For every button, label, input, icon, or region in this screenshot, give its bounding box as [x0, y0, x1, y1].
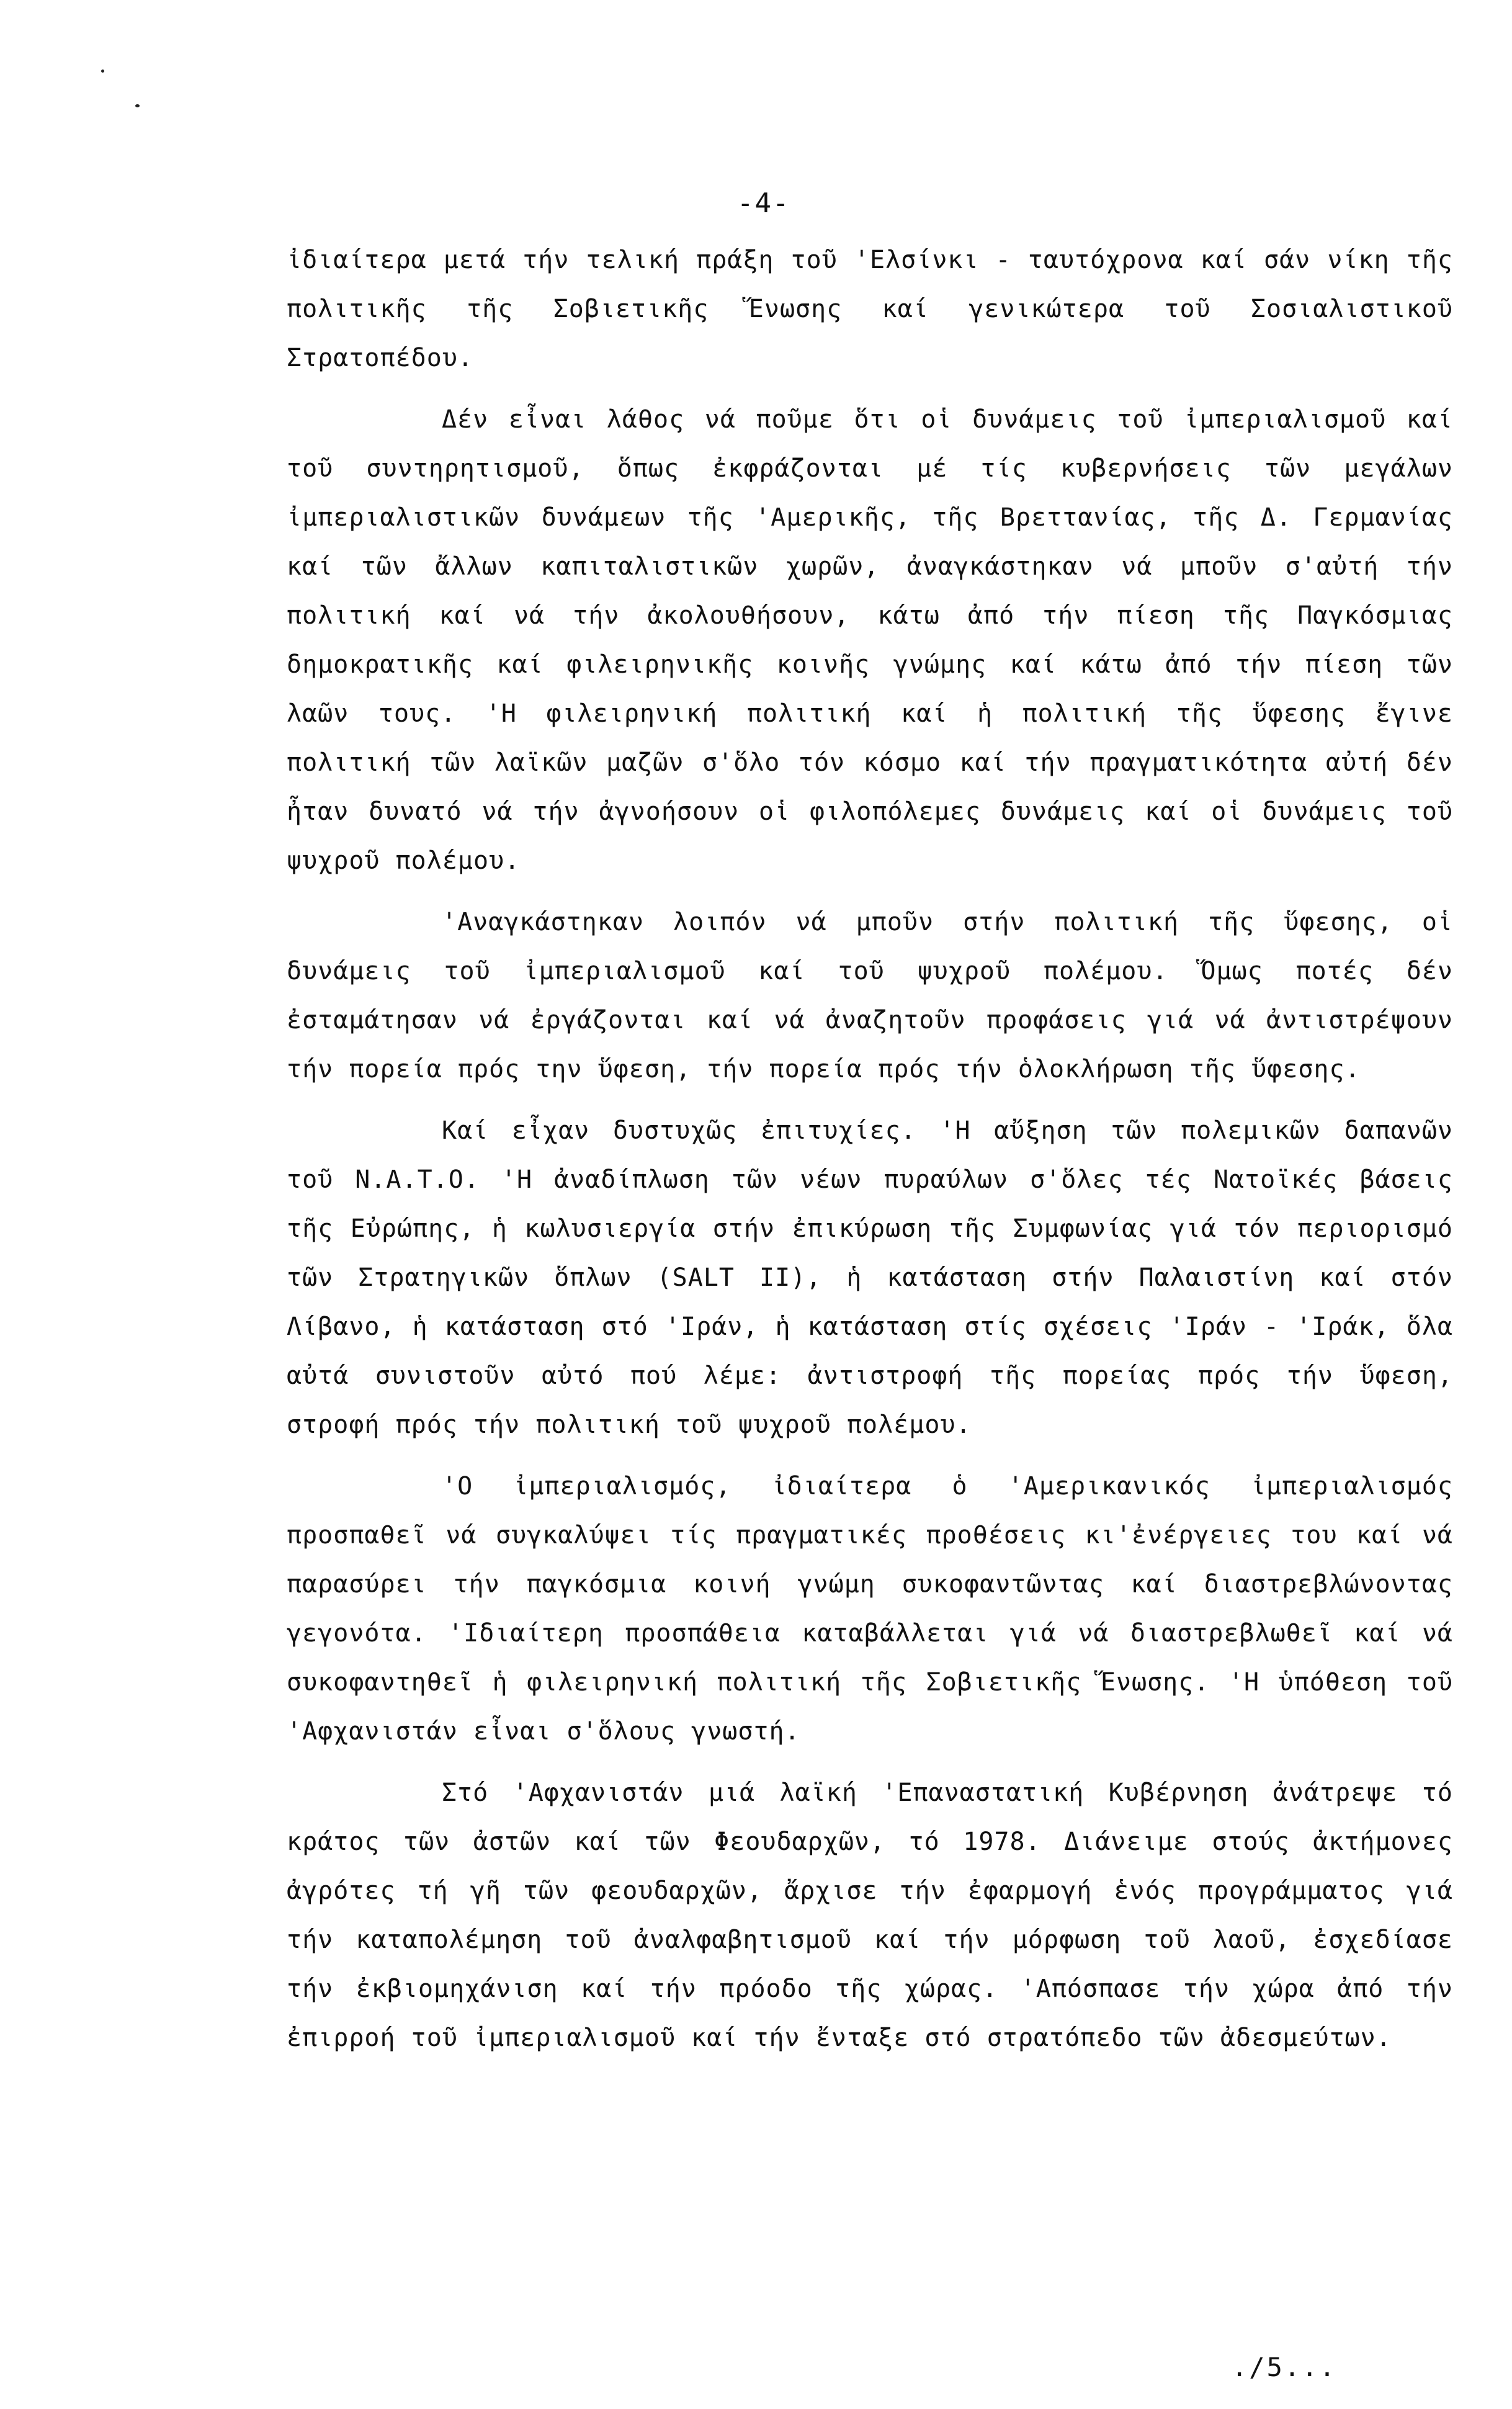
- paragraph-detente-forced: 'Αναγκάστηκαν λοιπόν νά μποῦν στήν πολιτική τῆς ὕφεσης, οἱ δυνάμεις τοῦ ἰμπεριαλισμοῦ καί τοῦ ψυχροῦ πολέμου. Ὅμως ποτές δέν ἐσταμάτησαν νά ἐργάζονται καί νά ἀναζητοῦν προφάσεις γιά νά ἀντιστρέψουν τήν πορεία πρός την ὕφεση, τήν πορεία πρός τήν ὁλοκλήρωση τῆς ὕφεσης.: [287, 908, 1453, 1083]
- next-page-reference: ./5...: [1232, 2352, 1337, 2382]
- paragraph-afghanistan: Στό 'Αφχανιστάν μιά λαϊκή 'Επαναστατική Κυβέρνηση ἀνάτρεψε τό κράτος τῶν ἀστῶν καί τῶν Φεουδαρχῶν, τό 1978. Διάνειμε στούς ἀκτήμονες ἀγρότες τή γῆ τῶν φεουδαρχῶν, ἄρχισε τήν ἐφαρμογή ἑνός προγράμματος γιά τήν καταπολέμηση τοῦ ἀναλφαβητισμοῦ καί τήν μόρφωση τοῦ λαοῦ, ἐσχεδίασε τήν ἐκβιομηχάνιση καί τήν πρόοδο τῆς χώρας. 'Απόσπασε τήν χώρα ἀπό τήν ἐπιρροή τοῦ ἰμπεριαλισμοῦ καί τήν ἔνταξε στό στρατόπεδο τῶν ἀδεσμεύτων.: [287, 1779, 1453, 2052]
- document-body: [287, 236, 1453, 2063]
- scan-speck: [135, 104, 140, 107]
- paragraph-continuation: ἰδιαίτερα μετά τήν τελική πράξη τοῦ 'Ελσίνκι - ταυτόχρονα καί σάν νίκη τῆς πολιτικῆς τῆς Σοβιετικῆς Ἕνωσης καί γενικώτερα τοῦ Σοσιαλιστικοῦ Στρατοπέδου.: [287, 246, 1453, 372]
- paragraph-imperialist-powers: Δέν εἶναι λάθος νά ποῦμε ὅτι οἱ δυνάμεις τοῦ ἰμπεριαλισμοῦ καί τοῦ συντηρητισμοῦ, ὅπως ἐκφράζονται μέ τίς κυβερνήσεις τῶν μεγάλων ἰμπεριαλιστικῶν δυνάμεων τῆς 'Αμερικῆς, τῆς Βρεττανίας, τῆς Δ. Γερμανίας καί τῶν ἄλλων καπιταλιστικῶν χωρῶν, ἀναγκάστηκαν νά μποῦν σ'αὐτή τήν πολιτική καί νά τήν ἀκολουθήσουν, κάτω ἀπό τήν πίεση τῆς Παγκόσμιας δημοκρατικῆς καί φιλειρηνικῆς κοινῆς γνώμης καί κάτω ἀπό τήν πίεση τῶν λαῶν τους. 'Η φιλειρηνική πολιτική καί ἡ πολιτική τῆς ὕφεσης ἔγινε πολιτική τῶν λαϊκῶν μαζῶν σ'ὅλο τόν κόσμο καί τήν πραγματικότητα αὐτή δέν ἦταν δυνατό νά τήν ἀγνοήσουν οἱ φιλοπόλεμες δυνάμεις καί οἱ δυνάμεις τοῦ ψυχροῦ πολέμου.: [287, 405, 1453, 875]
- paragraph-successes: Καί εἶχαν δυστυχῶς ἐπιτυχίες. 'Η αὔξηση τῶν πολεμικῶν δαπανῶν τοῦ Ν.Α.Τ.Ο. 'Η ἀναδίπλωση τῶν νέων πυραύλων σ'ὅλες τές Νατοϊκές βάσεις τῆς Εὐρώπης, ἡ κωλυσιεργία στήν ἐπικύρωση τῆς Συμφωνίας γιά τόν περιορισμό τῶν Στρατηγικῶν ὅπλων (SALT II), ἡ κατάσταση στήν Παλαιστίνη καί στόν Λίβανο, ἡ κατάσταση στό 'Ιράν, ἡ κατάσταση στίς σχέσεις 'Ιράν - 'Ιράκ, ὅλα αὐτά συνιστοῦν αὐτό πού λέμε: ἀντιστροφή τῆς πορείας πρός τήν ὕφεση, στροφή πρός τήν πολιτική τοῦ ψυχροῦ πολέμου.: [287, 1116, 1453, 1439]
- scan-speck: [101, 70, 104, 73]
- paragraph-imperialism-propaganda: 'Ο ἰμπεριαλισμός, ἰδιαίτερα ὁ 'Αμερικανικός ἰμπεριαλισμός προσπαθεῖ νά συγκαλύψει τίς πραγματικές προθέσεις κι'ἐνέργειες του καί νά παρασύρει τήν παγκόσμια κοινή γνώμη συκοφαντῶντας καί διαστρεβλώνοντας γεγονότα. 'Ιδιαίτερη προσπάθεια καταβάλλεται γιά νά διαστρεβλωθεῖ καί νά συκοφαντηθεῖ ἡ φιλειρηνική πολιτική τῆς Σοβιετικῆς Ἕνωσης. 'Η ὑπόθεση τοῦ 'Αφχανιστάν εἶναι σ'ὅλους γνωστή.: [287, 1472, 1453, 1746]
- page-number: -4-: [737, 187, 790, 219]
